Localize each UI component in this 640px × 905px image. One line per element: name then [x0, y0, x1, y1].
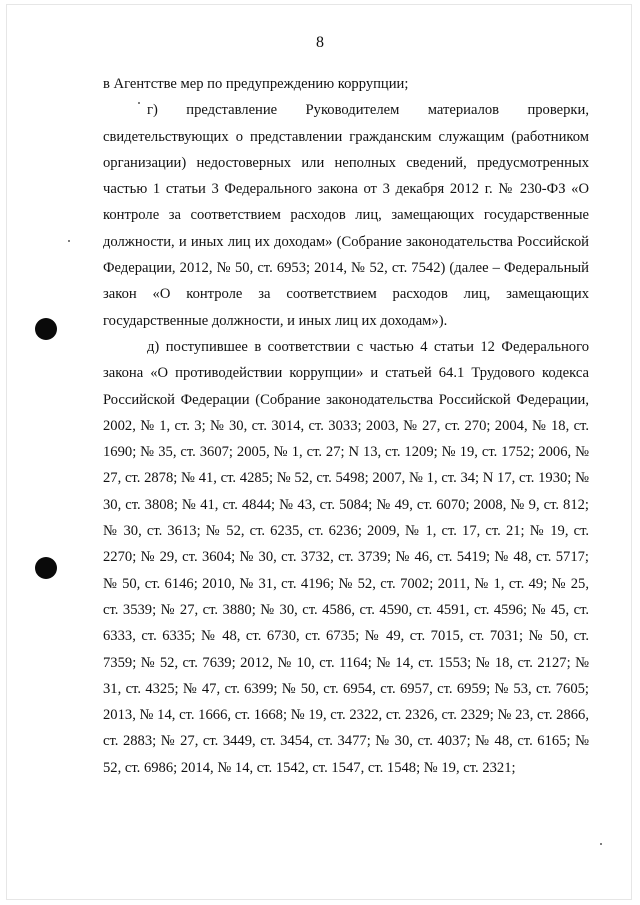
- scan-speck: [600, 843, 602, 845]
- paragraph-item-g: г) представление Руководителем материалов проверки, свидетельствующих о представлении гражданским служащим (работником организации) недостоверных или неполных сведений, предусмотренных частью 1 статьи 3 Федерального закона от 3 декабря 2012 г. № 230-ФЗ «О контроле за соответствием расходов лиц, замещающих государственные должности, и иных лиц их доходам» (Собрание законодательства Российской Федерации, 2012, № 50, ст. 6953; 2014, № 52, ст. 7542) (далее – Федеральный закон «О контроле за соответствием расходов лиц, замещающих государственные должности, и иных лиц их доходам»).: [103, 102, 589, 329]
- document-body: [103, 71, 589, 781]
- binder-hole-top: [35, 318, 57, 340]
- paragraph-item-d: д) поступившее в соответствии с частью 4 статьи 12 Федерального закона «О противодействии коррупции» и статьей 64.1 Трудового кодекса Российской Федерации (Собрание законодательства Российской Федерации, 2002, № 1, ст. 3; № 30, ст. 3014, ст. 3033; 2003, № 27, ст. 270; 2004, № 18, ст. 1690; № 35, ст. 3607; 2005, № 1, ст. 27; N 13, ст. 1209; № 19, ст. 1752; 2006, № 27, ст. 2878; № 41, ст. 4285; № 52, ст. 5498; 2007, № 1, ст. 34; N 17, ст. 1930; № 30, ст. 3808; № 41, ст. 4844; № 43, ст. 5084; № 49, ст. 6070; 2008, № 9, ст. 812; № 30, ст. 3613; № 52, ст. 6235, ст. 6236; 2009, № 1, ст. 17, ст. 21; № 19, ст. 2270; № 29, ст. 3604; № 30, ст. 3732, ст. 3739; № 46, ст. 5419; № 48, ст. 5717; № 50, ст. 6146; 2010, № 31, ст. 4196; № 52, ст. 7002; 2011, № 1, ст. 49; № 25, ст. 3539; № 27, ст. 3880; № 30, ст. 4586, ст. 4590, ст. 4591, ст. 4596; № 45, ст. 6333, ст. 6335; № 48, ст. 6730, ст. 6735; № 49, ст. 7015, ст. 7031; № 50, ст. 7359; № 52, ст. 7639; 2012, № 10, ст. 1164; № 14, ст. 1553; № 18, ст. 2127; № 31, ст. 4325; № 47, ст. 6399; № 50, ст. 6954, ст. 6957, ст. 6959; № 53, ст. 7605; 2013, № 14, ст. 1666, ст. 1668; № 19, ст. 2322, ст. 2326, ст. 2329; № 23, ст. 2866, ст. 2883; № 27, ст. 3449, ст. 3454, ст. 3477; № 30, ст. 4037; № 48, ст. 6165; № 52, ст. 6986; 2014, № 14, ст. 1542, ст. 1547, ст. 1548; № 19, ст. 2321;: [103, 338, 589, 776]
- page-number: 8: [316, 34, 324, 51]
- paragraph-continuation: в Агентстве мер по предупреждению коррупции;: [103, 76, 409, 92]
- binder-hole-bottom: [35, 557, 57, 579]
- scan-speck: [68, 240, 70, 242]
